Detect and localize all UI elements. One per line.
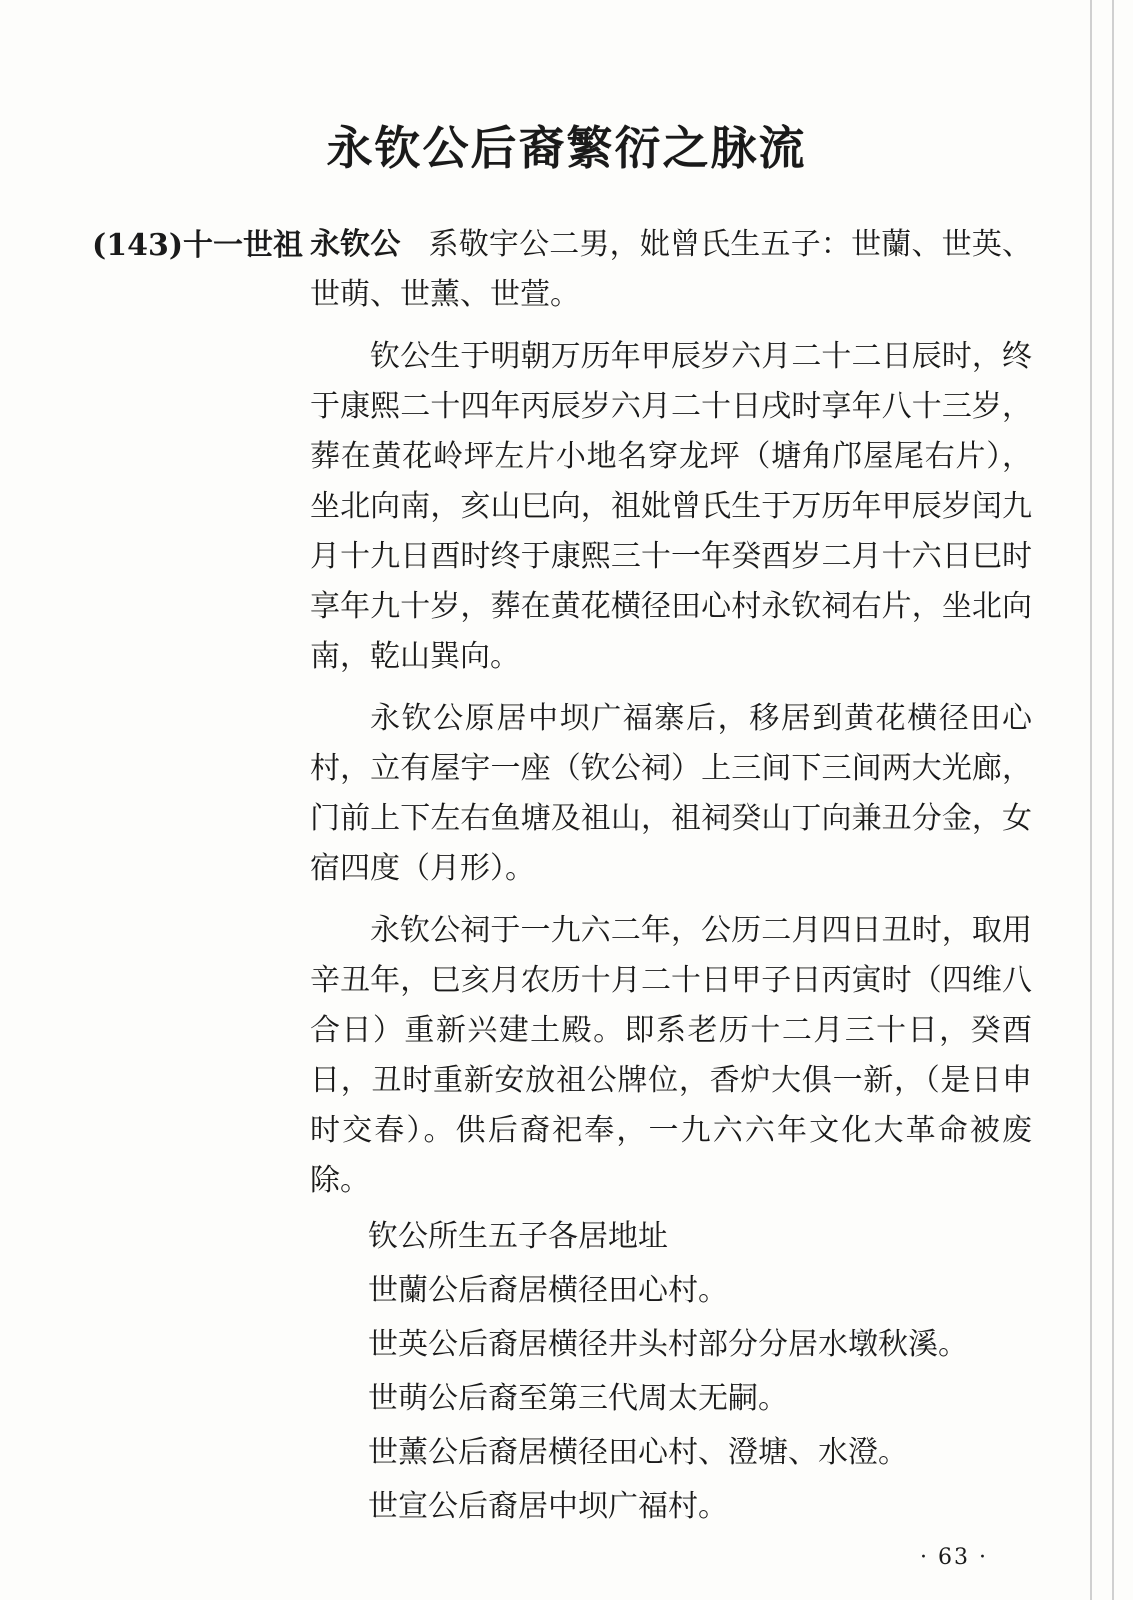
residence-list xyxy=(310,1212,1032,1532)
page-number: · 63 · xyxy=(920,1545,988,1570)
paragraph: 永钦公祠于一九六二年，公历二月四日丑时，取用辛丑年，巳亥月农历十月二十日甲子日丙寅时（四维八合日）重新兴建土殿。即系老历十二月三十日，癸酉日，丑时重新安放祖公牌位，香炉大俱一新，（是日申时交春）。供后裔祀奉，一九六六年文化大革命被废除。 xyxy=(310,913,1032,1198)
list-item: 世萌公后裔至第三代周太无嗣。 xyxy=(368,1381,788,1416)
paragraph: 永钦公原居中坝广福寨后，移居到黄花横径田心村，立有屋宇一座（钦公祠）上三间下三间两大光廊，门前上下左右鱼塘及祖山，祖祠癸山丁向兼丑分金，女宿四度（月形）。 xyxy=(310,701,1032,886)
page-edge-line xyxy=(1112,0,1114,1600)
list-item: 钦公所生五子各居地址 xyxy=(368,1219,668,1254)
page-title: 永钦公后裔繁衍之脉流 xyxy=(326,121,807,175)
list-item: 世宣公后裔居中坝广福村。 xyxy=(368,1489,728,1524)
intro-text: 系敬宇公二男，妣曾氏生五子：世蘭、世英、世萌、世薰、世萱。 xyxy=(310,227,1033,312)
entry-intro xyxy=(310,220,1032,320)
list-item: 世薰公后裔居横径田心村、澄塘、水澄。 xyxy=(368,1435,908,1470)
page-edge-line xyxy=(1090,0,1092,1600)
list-item: 世英公后裔居横径井头村部分分居水墩秋溪。 xyxy=(368,1327,968,1362)
entry-number: (143)十一世祖 xyxy=(92,228,304,263)
entry-body xyxy=(310,220,1032,1532)
ancestor-name: 永钦公 xyxy=(310,227,401,262)
list-item: 世蘭公后裔居横径田心村。 xyxy=(368,1273,728,1308)
paragraph: 钦公生于明朝万历年甲辰岁六月二十二日辰时，终于康熙二十四年丙辰岁六月二十日戌时享年八十三岁，葬在黄花岭坪左片小地名穿龙坪（塘角邝屋尾右片），坐北向南，亥山巳向，祖妣曾氏生于万历年甲辰岁闰九月十九日酉时终于康熙三十一年癸酉岁二月十六日巳时享年九十岁，葬在黄花横径田心村永钦祠右片，坐北向南，乾山巽向。 xyxy=(310,339,1032,674)
